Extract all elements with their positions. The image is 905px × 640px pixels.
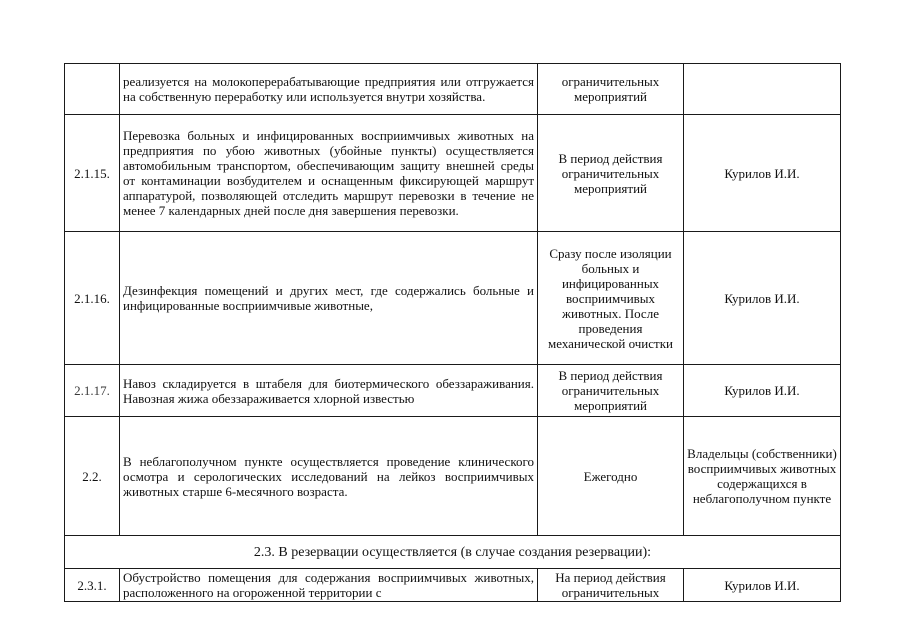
measure-description: реализуется на молокоперерабатывающие предприятия или отгружается на собственную переработку или используется внутри хозяйства. xyxy=(120,64,538,115)
measure-responsible xyxy=(684,64,841,115)
measure-responsible: Владельцы (собственники) восприимчивых животных содержащихся в неблагополучном пункте xyxy=(684,417,841,536)
table-row xyxy=(65,365,841,417)
measure-description: В неблагополучном пункте осуществляется проведение клинического осмотра и серологических исследований на лейкоз восприимчивых животных старше 6-месячного возраста. xyxy=(120,417,538,536)
measure-description: Перевозка больных и инфицированных восприимчивых животных на предприятия по убою животных (убойные пункты) осуществляется автомобильным транспортом, обеспечивающим защиту внешней среды от контаминации возбудителем и оснащенным фиксирующей маршрут аппаратурой, позволяющей отследить маршрут перевозки в течение не менее 7 календарных дней после дня завершения перевозки. xyxy=(120,115,538,232)
measure-term: В период действия ограничительных мероприятий xyxy=(538,365,684,417)
section-row xyxy=(65,536,841,569)
row-number: 2.3.1. xyxy=(65,569,120,602)
measures-table xyxy=(64,63,841,602)
table-row xyxy=(65,569,841,602)
measure-term: На период действия ограничительных xyxy=(538,569,684,602)
measure-responsible: Курилов И.И. xyxy=(684,115,841,232)
measure-description: Навоз складируется в штабеля для биотермического обеззараживания. Навозная жижа обеззараживается хлорной известью xyxy=(120,365,538,417)
measure-description: Дезинфекция помещений и других мест, где содержались больные и инфицированные восприимчивые животные, xyxy=(120,232,538,365)
measure-term: В период действия ограничительных мероприятий xyxy=(538,115,684,232)
section-heading: 2.3. В резервации осуществляется (в случае создания резервации): xyxy=(65,536,841,569)
measure-term: Ежегодно xyxy=(538,417,684,536)
table-row xyxy=(65,417,841,536)
row-number: 2.1.17. xyxy=(65,365,120,417)
measure-term: Сразу после изоляции больных и инфицированных восприимчивых животных. После проведения механической очистки xyxy=(538,232,684,365)
row-number: 2.2. xyxy=(65,417,120,536)
row-number: 2.1.16. xyxy=(65,232,120,365)
table-row xyxy=(65,232,841,365)
measure-responsible: Курилов И.И. xyxy=(684,365,841,417)
measure-responsible: Курилов И.И. xyxy=(684,232,841,365)
table-row xyxy=(65,115,841,232)
row-number xyxy=(65,64,120,115)
measure-responsible: Курилов И.И. xyxy=(684,569,841,602)
measure-term: ограничительных мероприятий xyxy=(538,64,684,115)
row-number: 2.1.15. xyxy=(65,115,120,232)
measure-description: Обустройство помещения для содержания восприимчивых животных, расположенного на огороженной территории с xyxy=(120,569,538,602)
table-row xyxy=(65,64,841,115)
